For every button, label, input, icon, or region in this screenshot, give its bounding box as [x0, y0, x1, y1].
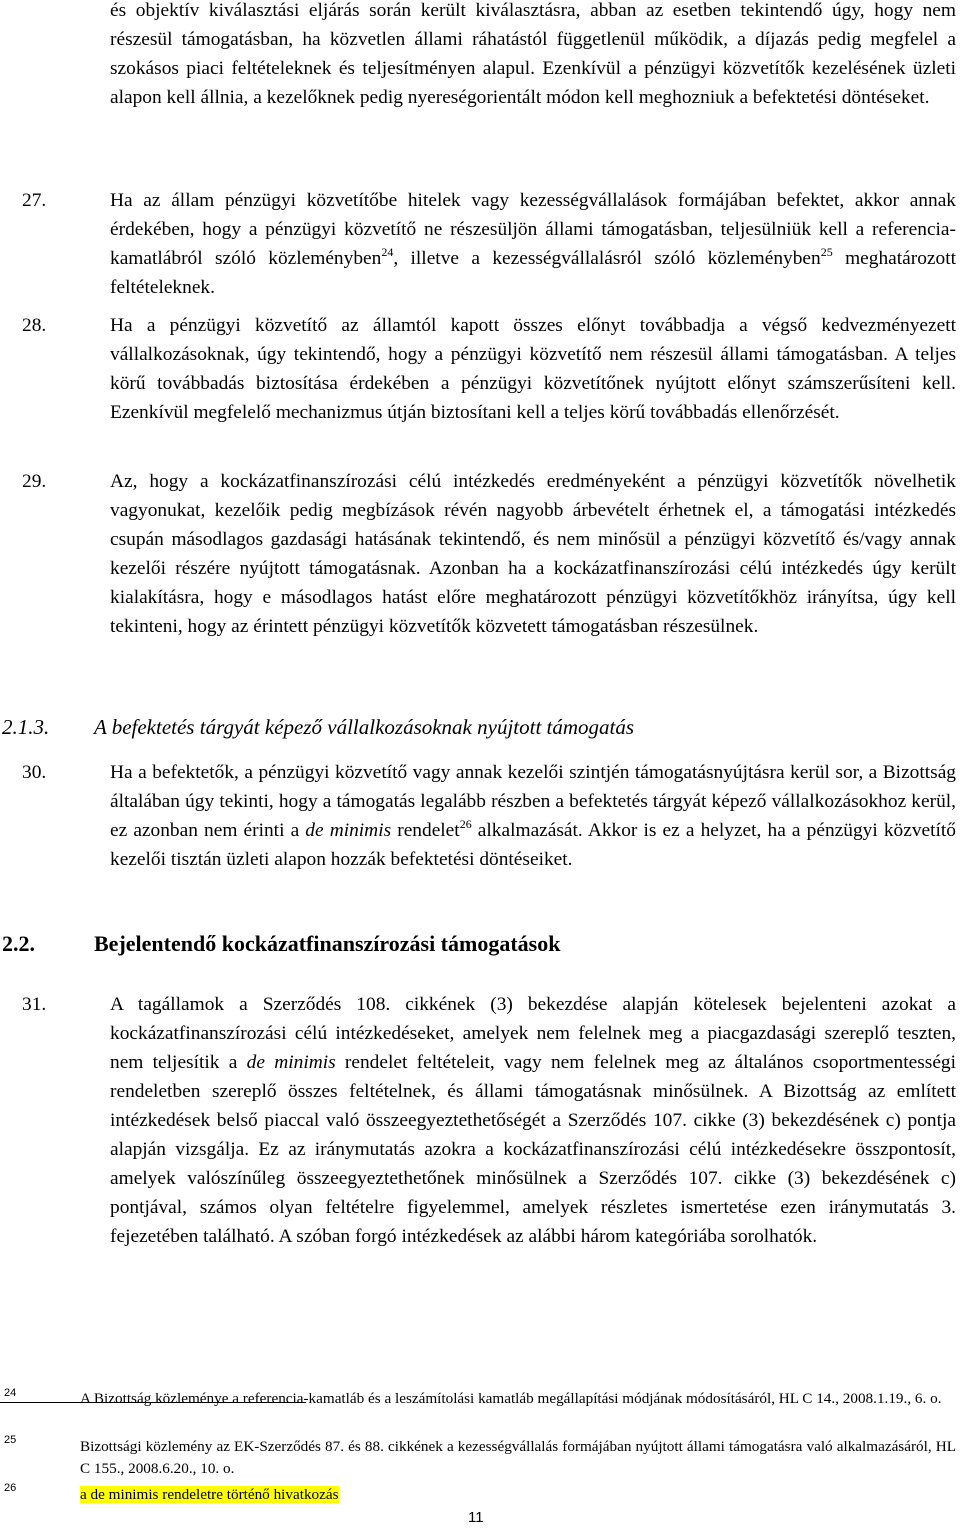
footnote-ref-26[interactable]: 26: [459, 817, 472, 831]
paragraph-31-text-b: rendelet feltételeit, vagy nem felelnek meg az általános csoportmentességi rendeletben szereplő összes feltételnek, és állami támogatásnak minősülnek. A Bizottság az említett intézkedések belső piaccal való összeegyeztethetőségét a Szerződés 107. cikke (3) bekezdésének c) pontja alapján vizsgálja. Ez az iránymutatás azokra a kockázatfinanszírozási célú intézkedésekre összpontosít, amelyek valószínűleg összeegyeztethetőnek minősülnek a Szerződés 107. cikke (3) bekezdésének c) pontjával, számos olyan feltételre figyelemmel, amelyek részletes ismertetése ezen iránymutatás 3. fejezetében található. A szóban forgó intézkedések az alábbi három kategóriába sorolhatók.: [110, 1052, 957, 1247]
paragraph-28-number: 28.: [22, 315, 47, 336]
highlighted-note: a de minimis rendeletre történő hivatkozás: [80, 1486, 339, 1503]
paragraph-27: [110, 186, 956, 302]
page-number: 11: [468, 1509, 484, 1526]
paragraph-30-text-b: rendelet: [391, 820, 460, 841]
footnote-26-number: 26: [4, 1482, 17, 1494]
paragraph-27-text-b: , illetve a kezességvállalásról szóló közleményben: [393, 248, 821, 269]
section-2-2-number: 2.2.: [2, 931, 35, 956]
paragraph-31: [110, 990, 956, 1251]
paragraph-30-text-c: alkalmazását. Akkor is ez a helyzet, ha a pénzügyi közvetítő kezelői tisztán üzleti alapon hozzák befektetési döntéseiket.: [110, 820, 956, 870]
paragraph-29-number: 29.: [22, 471, 47, 492]
footnote-ref-24[interactable]: 24: [381, 245, 394, 259]
footnote-24-text: A Bizottság közleménye a referencia-kamatláb és a leszámítolási kamatláb megállapítási módjának módosításáról, HL C 14., 2008.1.19., 6. o.: [80, 1390, 942, 1407]
intro-paragraph: [110, 0, 956, 112]
paragraph-30-italic: de minimis: [305, 820, 392, 841]
paragraph-28: Ha a pénzügyi közvetítő az államtól kapott összes előnyt továbbadja a végső kedvezményezett vállalkozásoknak, úgy tekintendő, hogy a pénzügyi közvetítő nem részesül állami támogatásban. A teljes körű továbbadás biztosítása érdekében a pénzügyi közvetítőnek nyújtott előnyt számszerűsíteni kell. Ezenkívül megfelelő mechanizmus útján biztosítani kell a teljes körű továbbadás ellenőrzését.: [110, 315, 956, 423]
paragraph-30-number: 30.: [22, 762, 47, 783]
paragraph-27-text-c: meghatározott feltételeknek.: [110, 248, 956, 298]
paragraph-27-text-a: Ha az állam pénzügyi közvetítőbe hitelek vagy kezességvállalások formájában befektet, akkor annak érdekében, hogy a pénzügyi közvetítő ne részesüljön állami támogatásban, teljesülniük kell a referencia-kamatlábról szóló közleményben: [110, 190, 956, 269]
section-2-1-3-title: A befektetés tárgyát képező vállalkozásoknak nyújtott támogatás: [94, 715, 635, 739]
section-2-1-3-number: 2.1.3.: [2, 715, 50, 739]
paragraph-30-text-a: Ha a befektetők, a pénzügyi közvetítő vagy annak kezelői szintjén támogatásnyújtásra kerül sor, a Bizottság általában úgy tekinti, hogy a támogatás legalább részben a befektetés tárgyát képező vállalkozásokhoz kerül, ez azonban nem érinti a: [110, 762, 956, 841]
paragraph-29: Az, hogy a kockázatfinanszírozási célú intézkedés eredményeként a pénzügyi közvetítők növelhetik vagyonukat, kezelőik pedig megbízások révén nagyobb árbevételt érhetnek el, a támogatási intézkedés csupán másodlagos gazdasági hatásának tekintendő, és nem minősül a pénzügyi közvetítő és/vagy annak kezelői részére nyújtott támogatásnak. Azonban ha a kockázatfinanszírozási célú intézkedés úgy került kialakításra, hogy e másodlagos hatást előre meghatározott pénzügyi közvetítőkhöz irányítsa, úgy kell tekinteni, hogy az érintett pénzügyi közvetítők közvetett támogatásban részesülnek.: [110, 471, 956, 637]
intro-text: és objektív kiválasztási eljárás során került kiválasztásra, abban az esetben tekintendő úgy, hogy nem részesül támogatásban, ha közvetlen állami ráhatástól függetlenül működik, a díjazás pedig megfelel a szokásos piaci feltételeknek és teljesítményen alapul. Ezenkívül a pénzügyi közvetítők kezelésének üzleti alapon kell állnia, a kezelőknek pedig nyereségorientált módon kell meghozniuk a befektetési döntéseket.: [110, 0, 956, 108]
paragraph-31-text-a: A tagállamok a Szerződés 108. cikkének (3) bekezdése alapján kötelesek bejelenteni azokat a kockázatfinanszírozási célú intézkedéseket, amelyek nem felelnek meg a piacgazdasági szereplő teszten, nem teljesítik a: [110, 994, 956, 1073]
footnote-25-text: Bizottsági közlemény az EK-Szerződés 87. és 88. cikkének a kezességvállalás formájában nyújtott állami támogatásra való alkalmazásáról, HL C 155., 2008.6.20., 10. o.: [80, 1438, 956, 1477]
footnote-25-number: 25: [4, 1434, 17, 1446]
section-2-2-title: Bejelentendő kockázatfinanszírozási támogatások: [94, 931, 561, 956]
paragraph-30: [110, 758, 956, 874]
paragraph-31-italic: de minimis: [246, 1052, 336, 1073]
footnote-ref-25[interactable]: 25: [820, 245, 833, 259]
paragraph-27-number: 27.: [22, 190, 47, 211]
footnote-24-number: 24: [4, 1387, 17, 1399]
footnote-26-text: [80, 1484, 956, 1506]
paragraph-31-number: 31.: [22, 994, 47, 1015]
